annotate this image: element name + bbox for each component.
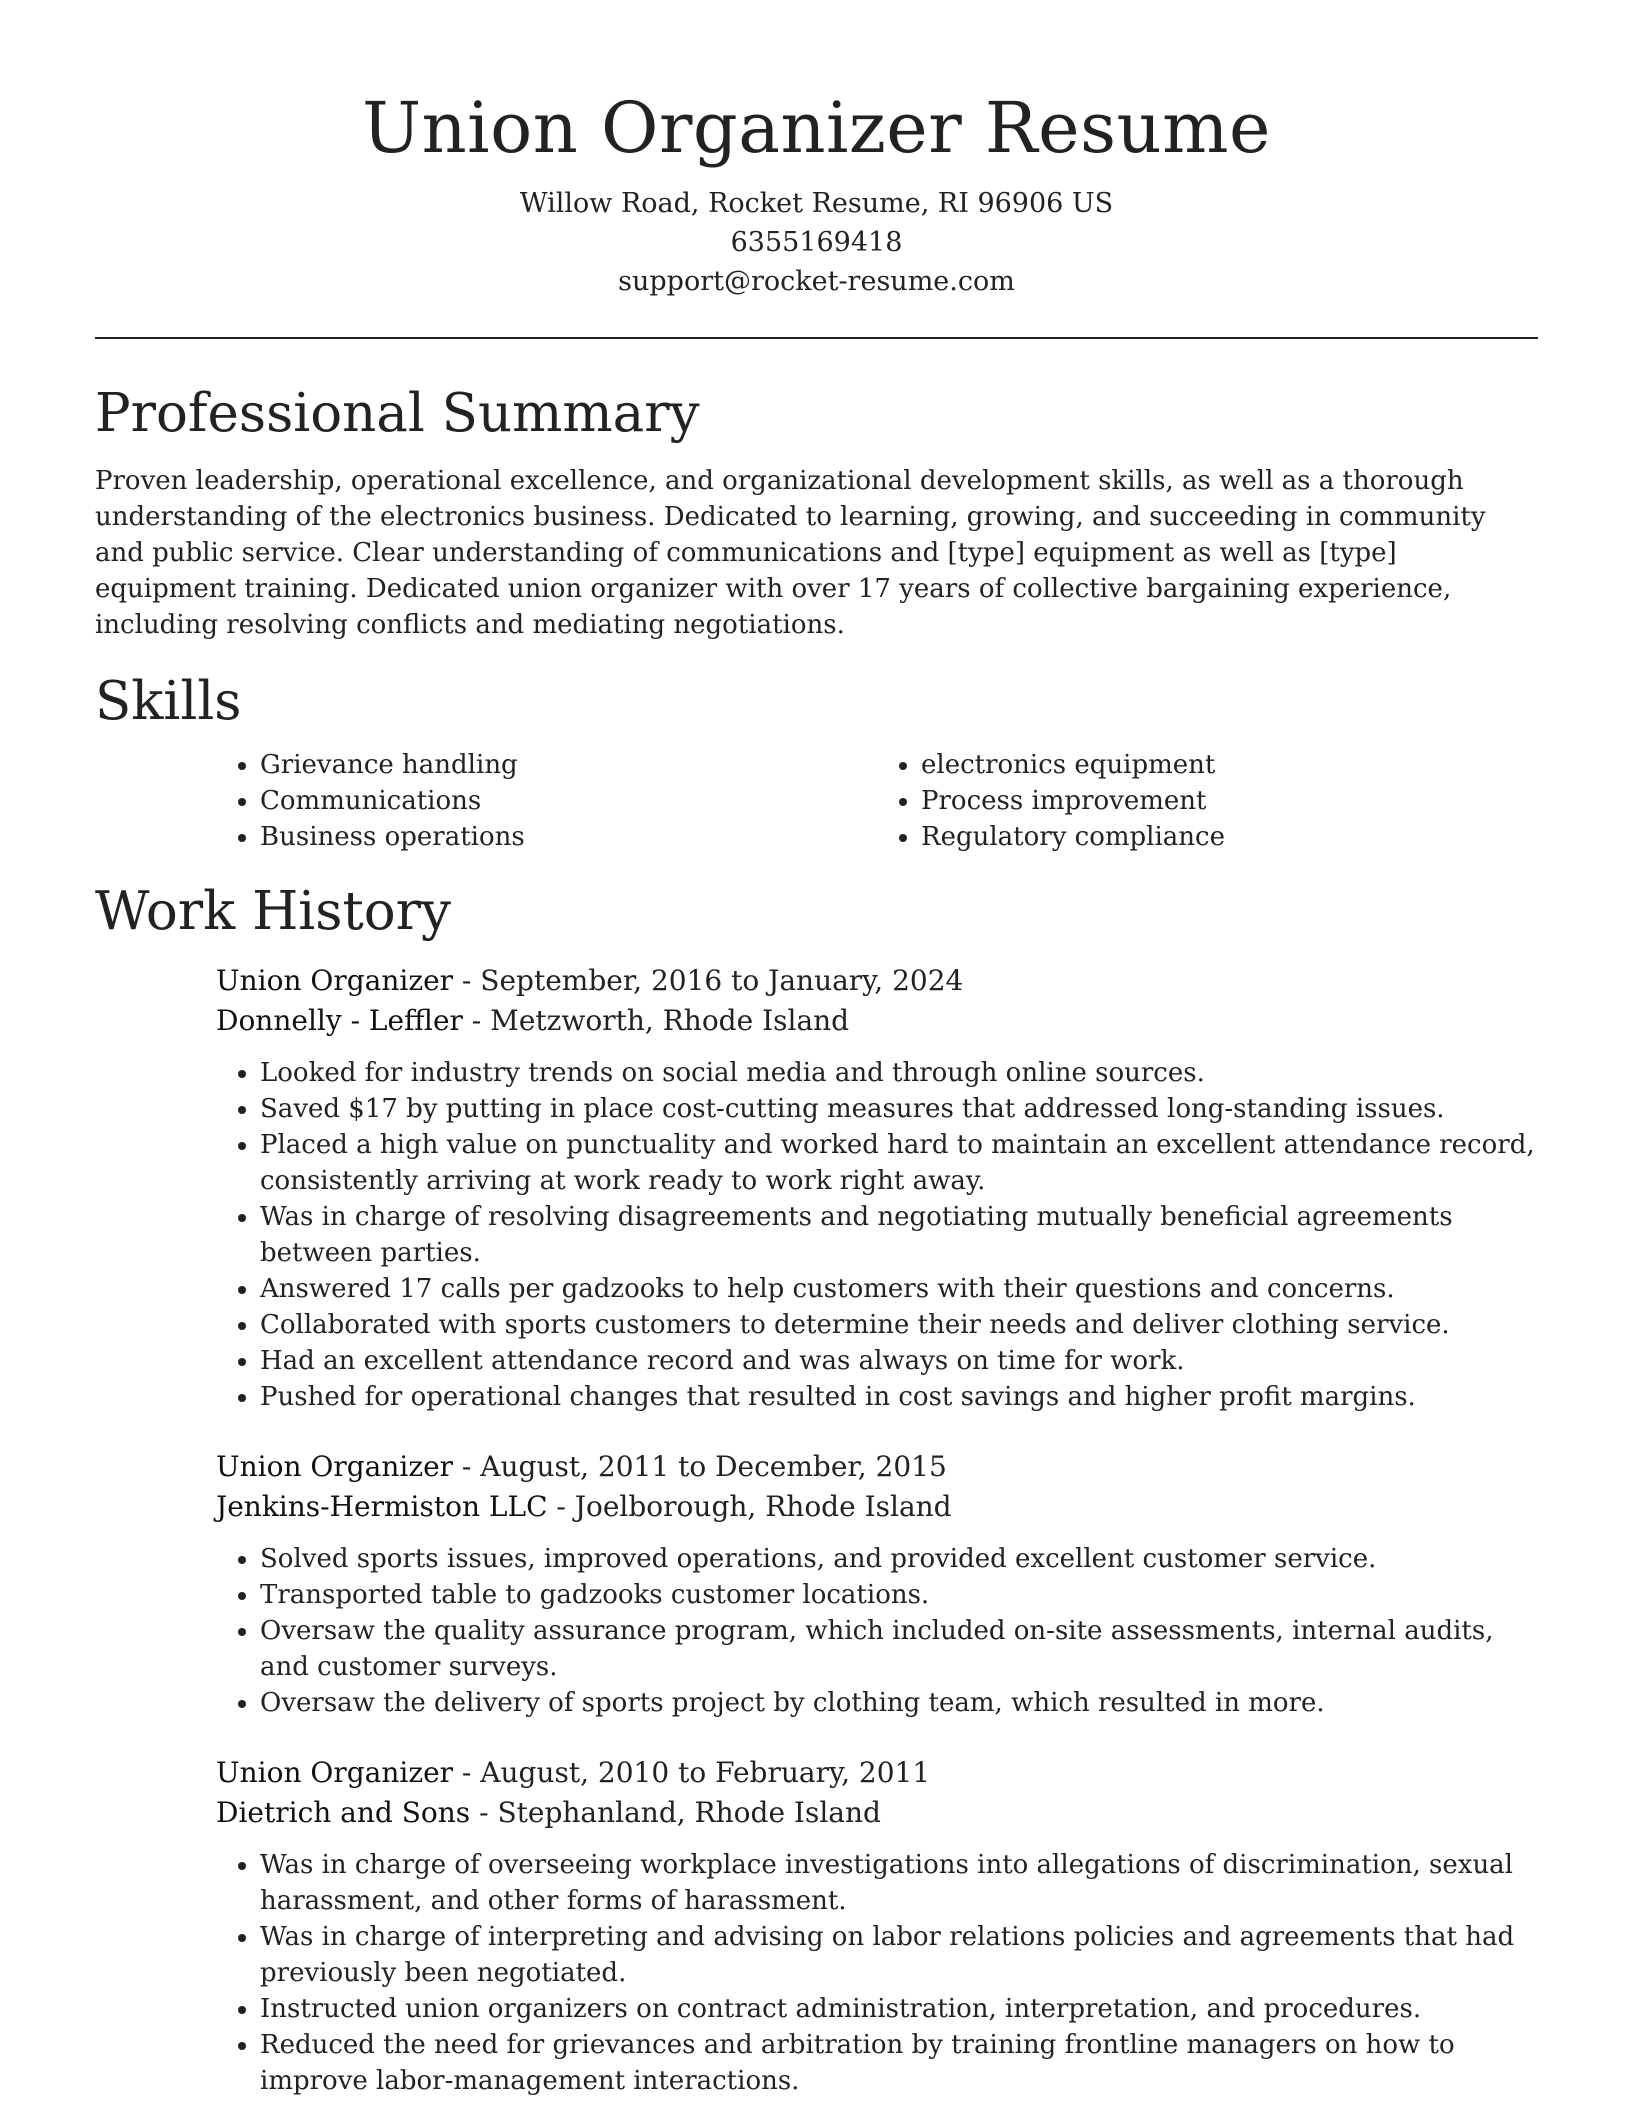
email: support@rocket-resume.com [618,266,1015,297]
skill-item: • Communications [260,783,877,819]
address: Willow Road, Rocket Resume, RI 96906 US [519,188,1114,219]
job-company: Dietrich and Sons [216,1796,471,1829]
job-company-line [216,1487,1538,1527]
work-heading: Work History [95,881,451,942]
job-dates: - August, 2010 to February, 2011 [453,1756,931,1789]
job-bullets [216,1541,1538,1721]
job-title-line [216,1447,1538,1487]
job-bullet: • Oversaw the quality assurance program, which included on-site assessments, internal audits, and customer surveys. [260,1613,1538,1685]
job-entry [216,1753,1538,2099]
contact-info [95,184,1538,301]
job-company-line [216,1793,1538,1833]
skills-heading: Skills [95,671,242,732]
job-bullet: • Saved $17 by putting in place cost-cutting measures that addressed long-standing issues. [260,1091,1538,1127]
job-company-line [216,1001,1538,1041]
job-bullets [216,1055,1538,1415]
job-title-line [216,1753,1538,1793]
job-bullet: • Was in charge of resolving disagreements and negotiating mutually beneficial agreements between parties. [260,1199,1538,1271]
job-location: - Metzworth, Rhode Island [462,1004,850,1037]
skill-item: • electronics equipment [921,747,1538,783]
job-company: Jenkins-Hermiston LLC [216,1490,548,1523]
job-bullet: • Had an excellent attendance record and was always on time for work. [260,1343,1538,1379]
job-location: - Joelborough, Rhode Island [547,1490,952,1523]
job-bullet: • Looked for industry trends on social media and through online sources. [260,1055,1538,1091]
summary-section [95,379,1538,643]
summary-heading: Professional Summary [95,383,700,444]
job-company: Donnelly - Leffler [216,1004,463,1037]
job-dates: - September, 2016 to January, 2024 [453,964,964,997]
skill-item: • Grievance handling [260,747,877,783]
resume-name: Union Organizer Resume [362,87,1271,169]
summary-text: Proven leadership, operational excellence, and organizational development skills, as well as a thorough understanding of the electronics business. Dedicated to learning, growing, and succeeding in community and public service. Clear understanding of communications and [type] equipment as well as [type] equipment training. Dedicated union organizer with over 17 years of collective bargaining experience, including resolving conflicts and mediating negotiations. [95,466,1486,640]
job-title: Union Organizer [216,1450,454,1483]
resume-header [95,0,1538,301]
job-location: - Stephanland, Rhode Island [470,1796,881,1829]
phone: 6355169418 [730,227,903,258]
job-entry [216,961,1538,1415]
job-entry [216,1447,1538,1721]
skill-item: • Regulatory compliance [921,819,1538,855]
work-section [95,877,1538,2099]
job-title: Union Organizer [216,1756,454,1789]
resume-page [95,0,1538,2099]
job-bullet: • Oversaw the delivery of sports project by clothing team, which resulted in more. [260,1685,1538,1721]
job-bullet: • Answered 17 calls per gadzooks to help customers with their questions and concerns. [260,1271,1538,1307]
skill-item: • Business operations [260,819,877,855]
job-title-line [216,961,1538,1001]
job-bullet: • Reduced the need for grievances and arbitration by training frontline managers on how to improve labor-management interactions. [260,2027,1538,2099]
job-bullet: • Was in charge of interpreting and advising on labor relations policies and agreements that had previously been negotiated. [260,1919,1538,1991]
job-bullet: • Transported table to gadzooks customer locations. [260,1577,1538,1613]
job-bullet: • Placed a high value on punctuality and worked hard to maintain an excellent attendance record, consistently arriving at work ready to work right away. [260,1127,1538,1199]
job-bullet: • Was in charge of overseeing workplace investigations into allegations of discrimination, sexual harassment, and other forms of harassment. [260,1847,1538,1919]
skills-right-column [877,747,1538,855]
job-bullet: • Solved sports issues, improved operations, and provided excellent customer service. [260,1541,1538,1577]
job-dates: - August, 2011 to December, 2015 [453,1450,947,1483]
job-bullet: • Instructed union organizers on contract administration, interpretation, and procedures. [260,1991,1538,2027]
job-bullet: • Collaborated with sports customers to determine their needs and deliver clothing service. [260,1307,1538,1343]
skills-left-column [216,747,877,855]
job-bullet: • Pushed for operational changes that resulted in cost savings and higher profit margins. [260,1379,1538,1415]
skills-section [95,667,1538,855]
header-divider [95,337,1538,339]
skills-grid [216,747,1538,855]
skill-item: • Process improvement [921,783,1538,819]
job-title: Union Organizer [216,964,454,997]
job-bullets [216,1847,1538,2099]
